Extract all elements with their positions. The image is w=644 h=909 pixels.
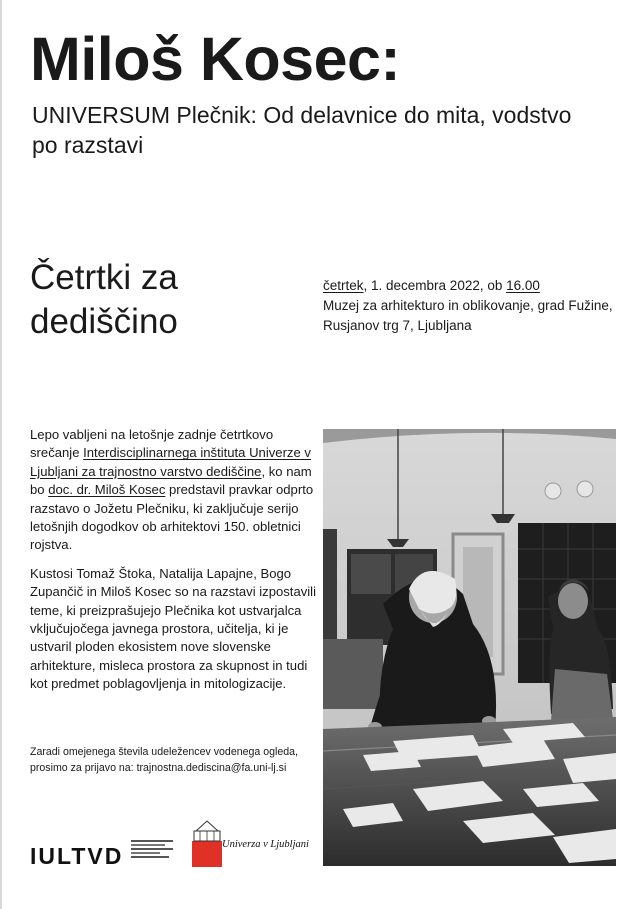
institute-link[interactable]: Interdisciplinarnega inštituta Univerze v Ljubljani za trajnostno varstvo dediščine xyxy=(30,445,311,479)
page-subtitle: UNIVERSUM Plečnik: Od delavnice do mita, vodstvo po razstavi xyxy=(32,102,572,158)
body-paragraph-2: Kustosi Tomaž Štoka, Natalija Lapajne, Bogo Zupančič in Miloš Kosec so na razstavi izpostavili teme, ki preizprašujejo Plečnika kot ustvarjalca vključujočega javnega prostora, učitelja, ki je ustvaril ploden ekosistem nove slovenske arhitekture, misleca prostora za skupnost in tudi kot predmet poblagovljenja in mitologizacije. xyxy=(30,565,316,692)
series-heading xyxy=(30,256,178,344)
series-heading-line-2: dediščino xyxy=(30,302,178,341)
body-text xyxy=(30,426,320,704)
university-logo-text xyxy=(222,839,309,850)
body-text-run: Lepo vabljeni na letošnje zadnje četrtkovo srečanje xyxy=(30,427,274,461)
registration-note-line-1: Zaradi omejenega števila udeležencev vodenega ogleda, xyxy=(30,746,298,758)
speaker-link[interactable]: doc. dr. Miloš Kosec xyxy=(48,482,166,498)
page-edge-line xyxy=(0,0,2,909)
iultvd-logo-fineprint xyxy=(131,840,173,858)
body-text-run: predstavil pravkar odprto razstavo o Jožetu Plečniku, ki zaključuje serijo letošnjih dogodkov ob arhitektovi 150. obletnici rojstva. xyxy=(30,482,314,553)
page-title: Miloš Kosec: xyxy=(30,25,401,93)
body-paragraph-1 xyxy=(30,426,320,555)
iultvd-logo-text: IULTVD xyxy=(30,843,124,869)
event-venue: Muzej za arhitekturo in oblikovanje, grad Fužine, Rusjanov trg 7, Ljubljana xyxy=(323,298,613,333)
university-name: Univerza v Ljubljani xyxy=(222,839,309,850)
event-time-link[interactable]: 16.00 xyxy=(506,278,540,293)
university-crest-icon xyxy=(192,819,222,867)
registration-note xyxy=(30,744,330,776)
event-date: , 1. decembra 2022, ob xyxy=(363,278,507,293)
registration-note-line-2: prosimo za prijavo na: trajnostna.dediscina@fa.uni-lj.si xyxy=(30,762,287,774)
event-datetime xyxy=(323,276,623,296)
body-text-run: , ko nam bo xyxy=(30,463,312,498)
event-day-link[interactable]: četrtek xyxy=(323,278,364,293)
series-heading-line-1: Četrtki za xyxy=(30,258,178,297)
archival-photo xyxy=(323,429,616,866)
event-details xyxy=(323,276,623,336)
